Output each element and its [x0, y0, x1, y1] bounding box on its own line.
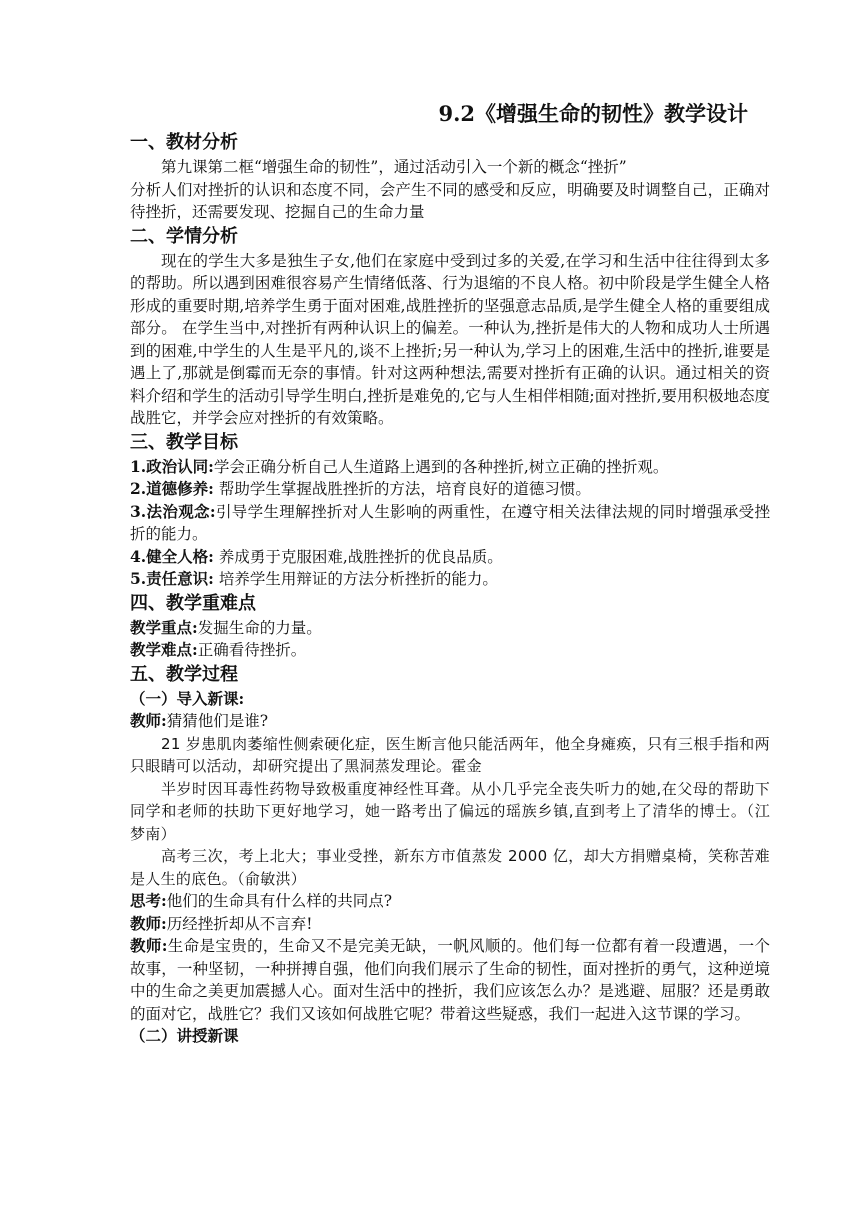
- section-heading-teaching-process: 五、教学过程: [130, 663, 238, 685]
- paragraph: 分析人们对挫折的认识和态度不同，会产生不同的感受和反应，明确要及时调整自己，正确对待挫折，还需要发现、挖掘自己的生命力量: [130, 180, 770, 221]
- goal-text: 帮助学生掌握战胜挫折的方法，培育良好的道德习惯。: [213, 480, 591, 498]
- section-heading-key-points: 四、教学重难点: [130, 592, 256, 614]
- key-point-label: 教学重点:: [130, 617, 198, 637]
- dialogue-text: 生命是宝贵的，生命又不是完美无缺，一帆风顺的。他们每一位都有着一段遭遇，一个故事，一种坚韧，一种拼搏自强，他们向我们展示了生命的韧性，面对挫折的勇气，这种逆境中的生命之美更加震撼人心。面对生活中的挫折，我们应该怎么办？是逃避、屈服？还是勇敢的面对它，战胜它？我们又该如何战胜它呢？带着这些疑惑，我们一起进入这节课的学习。: [130, 937, 770, 1023]
- document-title: 9.2《增强生命的韧性》教学设计: [438, 101, 748, 126]
- difficult-point-text: 正确看待挫折。: [197, 641, 307, 659]
- dialogue-line: [130, 890, 770, 913]
- speaker-label: 教师:: [130, 711, 167, 730]
- list-item: [130, 478, 770, 501]
- goal-label: 5.责任意识:: [130, 569, 214, 588]
- goal-text: 引导学生理解挫折对人生影响的两重性，在遵守相关法律法规的同时增强承受挫折的能力。: [130, 502, 770, 543]
- list-item: [130, 568, 770, 591]
- document-page: [130, 98, 770, 1048]
- section-heading-textbook-analysis: 一、教材分析: [130, 132, 238, 153]
- speaker-label: 教师:: [130, 936, 168, 955]
- dialogue-text: 历经挫折却从不言弃!: [166, 914, 313, 933]
- goal-label: 1.政治认同:: [130, 456, 214, 476]
- dialogue-text: 猜猜他们是谁?: [166, 712, 269, 730]
- goal-text: 学会正确分析自己人生道路上遇到的各种挫折,树立正确的挫折观。: [213, 457, 669, 476]
- subsection-heading-new-lesson: （二）讲授新课: [130, 1026, 239, 1045]
- section-heading-student-analysis: 二、学情分析: [130, 225, 238, 247]
- key-point-text: 发掘生命的力量。: [197, 618, 322, 637]
- story-paragraph: 半岁时因耳毒性药物导致极重度神经性耳聋。从小几乎完全丧失听力的她,在父母的帮助下同学和老师的扶助下更好地学习，她一路考出了偏远的瑶族乡镇,直到考上了清华的博士。（江梦南）: [130, 779, 770, 843]
- list-item: [130, 501, 770, 546]
- dialogue-line: [130, 935, 770, 1025]
- difficult-point: [130, 639, 770, 662]
- goal-label: 3.法治观念:: [130, 501, 216, 521]
- subsection-heading-intro: （一）导入新课:: [130, 688, 245, 708]
- list-item: [130, 546, 770, 569]
- key-point: [130, 617, 770, 640]
- goal-label: 2.道德修养:: [130, 479, 214, 498]
- dialogue-line: [130, 913, 770, 936]
- dialogue-text: 他们的生命具有什么样的共同点?: [166, 892, 393, 910]
- goal-text: 养成勇于克服困难,战胜挫折的优良品质。: [213, 547, 503, 566]
- story-paragraph: 高考三次，考上北大；事业受挫，新东方市值蒸发 2000 亿，却大方捐赠桌椅，笑称苦难是人生的底色。（俞敏洪）: [130, 847, 770, 888]
- paragraph: 第九课第二框“增强生命的韧性”，通过活动引入一个新的概念“挫折”: [161, 158, 627, 176]
- list-item: [130, 456, 770, 479]
- think-label: 思考:: [130, 891, 167, 910]
- dialogue-line: [130, 710, 770, 733]
- speaker-label: 教师:: [130, 913, 167, 933]
- story-paragraph: 21 岁患肌肉萎缩性侧索硬化症，医生断言他只能活两年，他全身瘫痪，只有三根手指和两只眼睛可以活动，却研究提出了黑洞蒸发理论。霍金: [130, 734, 770, 775]
- difficult-point-label: 教学难点:: [130, 640, 198, 659]
- section-heading-teaching-goals: 三、教学目标: [130, 431, 238, 453]
- goal-text: 培养学生用辩证的方法分析挫折的能力。: [213, 570, 498, 588]
- paragraph: 现在的学生大多是独生子女,他们在家庭中受到过多的关爱,在学习和生活中往往得到太多的帮助。所以遇到困难很容易产生情绪低落、行为退缩的不良人格。初中阶段是学生健全人格形成的重要时期,培养学生勇于面对困难,战胜挫折的坚强意志品质,是学生健全人格的重要组成部分。 在学生当中,对挫折有两种认识上的偏差。一种认为,挫折是伟大的人物和成功人士所遇到的困难,中学生的人生是平凡的,谈不上挫折;另一种认为,学习上的困难,生活中的挫折,谁要是遇上了,那就是倒霉而无奈的事情。针对这两种想法,需要对挫折有正确的认识。通过相关的资料介绍和学生的活动引导学生明白,挫折是难免的,它与人生相伴相随;面对挫折,要用积极地态度战胜它，并学会应对挫折的有效策略。: [130, 251, 771, 427]
- goal-label: 4.健全人格:: [130, 546, 214, 566]
